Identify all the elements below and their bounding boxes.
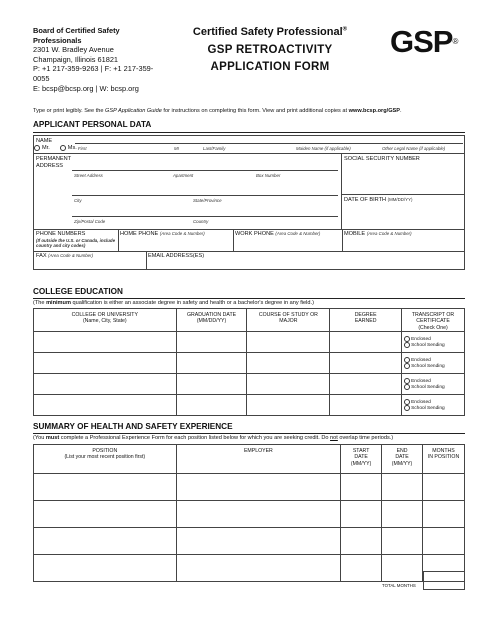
salutation: Mr. Ms. (34, 145, 77, 151)
table-row (34, 528, 465, 555)
end-date-cell[interactable] (382, 501, 423, 528)
school-sending-radio[interactable] (404, 363, 410, 369)
col-divider (233, 229, 234, 251)
permanent-address-label: PERMANENT ADDRESS (36, 156, 72, 169)
position-cell[interactable] (34, 555, 177, 582)
form-title (170, 26, 370, 76)
phone-note: (If outside the U.S. or Canada, include country and city codes) (36, 238, 116, 249)
mi-label: MI (174, 146, 179, 151)
graduation-cell[interactable] (176, 395, 247, 416)
org-address-line2: Champaign, Illinois 61821 (33, 54, 119, 64)
table-row (34, 501, 465, 528)
col-position: POSITION (List your most recent position first) (34, 445, 177, 474)
table-row (34, 332, 465, 353)
table-row (34, 555, 465, 582)
months-cell[interactable] (423, 528, 465, 555)
course-cell[interactable] (247, 395, 330, 416)
country-label: Country (193, 219, 209, 224)
col-months: MONTHS IN POSITION (423, 445, 465, 474)
table-header-row (34, 445, 465, 474)
table-row (34, 395, 465, 416)
divider (33, 132, 465, 133)
form-title-line2: GSP RETROACTIVITY (207, 44, 333, 56)
transcript-cell: Enclosed School Sending (402, 353, 465, 374)
divider (33, 298, 465, 299)
home-phone-field[interactable]: HOME PHONE (Area Code & Number) (120, 231, 205, 237)
position-cell[interactable] (34, 501, 177, 528)
first-name-label: First (78, 146, 87, 151)
mobile-phone-field[interactable]: MOBILE (Area Code & Number) (344, 231, 412, 237)
total-months-label: TOTAL MONTHS (382, 583, 416, 588)
row-divider (33, 153, 465, 154)
street-label: Street Address (74, 173, 103, 178)
college-cell[interactable] (34, 395, 177, 416)
months-cell[interactable] (423, 501, 465, 528)
name-input-line[interactable] (75, 143, 463, 144)
name-label: NAME (36, 138, 53, 144)
col-transcript: TRANSCRIPT OR CERTIFICATE (Check One) (402, 309, 465, 332)
apartment-label: Apartment (173, 173, 194, 178)
graduation-cell[interactable] (176, 332, 247, 353)
phone-numbers-label: PHONE NUMBERS (36, 231, 86, 237)
experience-heading: SUMMARY OF HEALTH AND SAFETY EXPERIENCE (33, 422, 233, 431)
end-date-cell[interactable] (382, 474, 423, 501)
degree-cell[interactable] (330, 332, 402, 353)
transcript-cell: Enclosed School Sending (402, 395, 465, 416)
gsp-logo: GSP® (390, 24, 458, 59)
experience-note: (You must complete a Professional Experience Form for each position listed below for which you are seeking credit. Do not overlap time periods.) (33, 435, 394, 441)
start-date-cell[interactable] (341, 528, 382, 555)
box-label: Box Number (256, 173, 281, 178)
school-sending-radio[interactable] (404, 405, 410, 411)
degree-cell[interactable] (330, 374, 402, 395)
col-course: COURSE OF STUDY OR MAJOR (247, 309, 330, 332)
table-header-row (34, 309, 465, 332)
college-cell[interactable] (34, 353, 177, 374)
col-graduation: GRADUATION DATE (MM/DD/YY) (176, 309, 247, 332)
months-cell[interactable] (423, 474, 465, 501)
degree-cell[interactable] (330, 353, 402, 374)
college-cell[interactable] (34, 332, 177, 353)
work-phone-field[interactable]: WORK PHONE (Area Code & Number) (235, 231, 321, 237)
col-start-date: START DATE (MM/YY) (341, 445, 382, 474)
col-college: COLLEGE OR UNIVERSITY (Name, City, State) (34, 309, 177, 332)
col-divider (342, 229, 343, 251)
zip-label: Zip/Postal Code (74, 219, 106, 224)
course-cell[interactable] (247, 353, 330, 374)
position-cell[interactable] (34, 528, 177, 555)
org-email: E: bcsp@bcsp.org | W: bcsp.org (33, 83, 139, 93)
row-divider (341, 194, 465, 195)
education-heading: COLLEGE EDUCATION (33, 287, 123, 296)
state-label: State/Province (193, 198, 222, 203)
applicant-heading: APPLICANT PERSONAL DATA (33, 120, 152, 129)
col-divider (146, 251, 147, 270)
start-date-cell[interactable] (341, 474, 382, 501)
city-input-line[interactable] (72, 195, 338, 196)
col-divider (118, 229, 119, 251)
course-cell[interactable] (247, 332, 330, 353)
org-phone: P: +1 217-359-9263 | F: +1 217-359-0055 (33, 64, 154, 83)
start-date-cell[interactable] (341, 501, 382, 528)
table-row (34, 474, 465, 501)
row-divider (33, 251, 465, 252)
graduation-cell[interactable] (176, 353, 247, 374)
school-sending-radio[interactable] (404, 384, 410, 390)
college-cell[interactable] (34, 374, 177, 395)
maiden-name-label: Maiden Name (if applicable) (296, 146, 351, 151)
ms-radio[interactable] (60, 145, 66, 151)
col-degree: DEGREE EARNED (330, 309, 402, 332)
education-table (33, 308, 465, 416)
end-date-cell[interactable] (382, 555, 423, 582)
row-divider (33, 229, 465, 230)
transcript-cell: Enclosed School Sending (402, 332, 465, 353)
transcript-cell: Enclosed School Sending (402, 374, 465, 395)
email-field[interactable]: EMAIL ADDRESS(ES) (148, 253, 205, 259)
divider (33, 433, 465, 434)
table-row (34, 374, 465, 395)
col-end-date: END DATE (MM/YY) (382, 445, 423, 474)
table-row (34, 353, 465, 374)
employer-cell[interactable] (176, 474, 341, 501)
last-name-label: Last/Family (203, 146, 226, 151)
other-name-label: Other Legal Name (if applicable) (382, 146, 446, 151)
graduation-cell[interactable] (176, 374, 247, 395)
school-sending-radio[interactable] (404, 342, 410, 348)
employer-cell[interactable] (176, 528, 341, 555)
experience-table (33, 444, 465, 582)
dob-label: DATE OF BIRTH (MM/DD/YY) (344, 197, 413, 203)
total-months-field[interactable] (423, 571, 465, 590)
zip-input-line[interactable] (72, 216, 338, 217)
employer-cell[interactable] (176, 555, 341, 582)
org-address-line1: 2301 W. Bradley Avenue (33, 45, 114, 55)
employer-cell[interactable] (176, 501, 341, 528)
org-address (33, 26, 163, 93)
position-cell[interactable] (34, 474, 177, 501)
mr-radio[interactable] (34, 145, 40, 151)
instructions-link[interactable]: www.bcsp.org/GSP (348, 108, 401, 114)
form-title-line3: APPLICATION FORM (210, 61, 330, 73)
city-label: City (74, 198, 82, 203)
end-date-cell[interactable] (382, 528, 423, 555)
course-cell[interactable] (247, 374, 330, 395)
education-note: (The minimum qualification is either an associate degree in safety and health or a bachelor's degree in any field.) (33, 300, 314, 306)
start-date-cell[interactable] (341, 555, 382, 582)
ssn-label: SOCIAL SECURITY NUMBER (344, 156, 420, 162)
fax-field[interactable]: FAX (Area Code & Number) (36, 253, 94, 259)
col-employer: EMPLOYER (176, 445, 341, 474)
degree-cell[interactable] (330, 395, 402, 416)
form-title-line1: Certified Safety Professional® (192, 26, 348, 38)
org-name: Board of Certified Safety Professionals (33, 26, 120, 45)
col-divider (341, 153, 342, 229)
street-input-line[interactable] (72, 170, 338, 171)
instructions: Type or print legibly. See the GSP Application Guide for instructions on completing this form. View and print additional copies at www.bcsp.org/GSP. (33, 108, 402, 114)
